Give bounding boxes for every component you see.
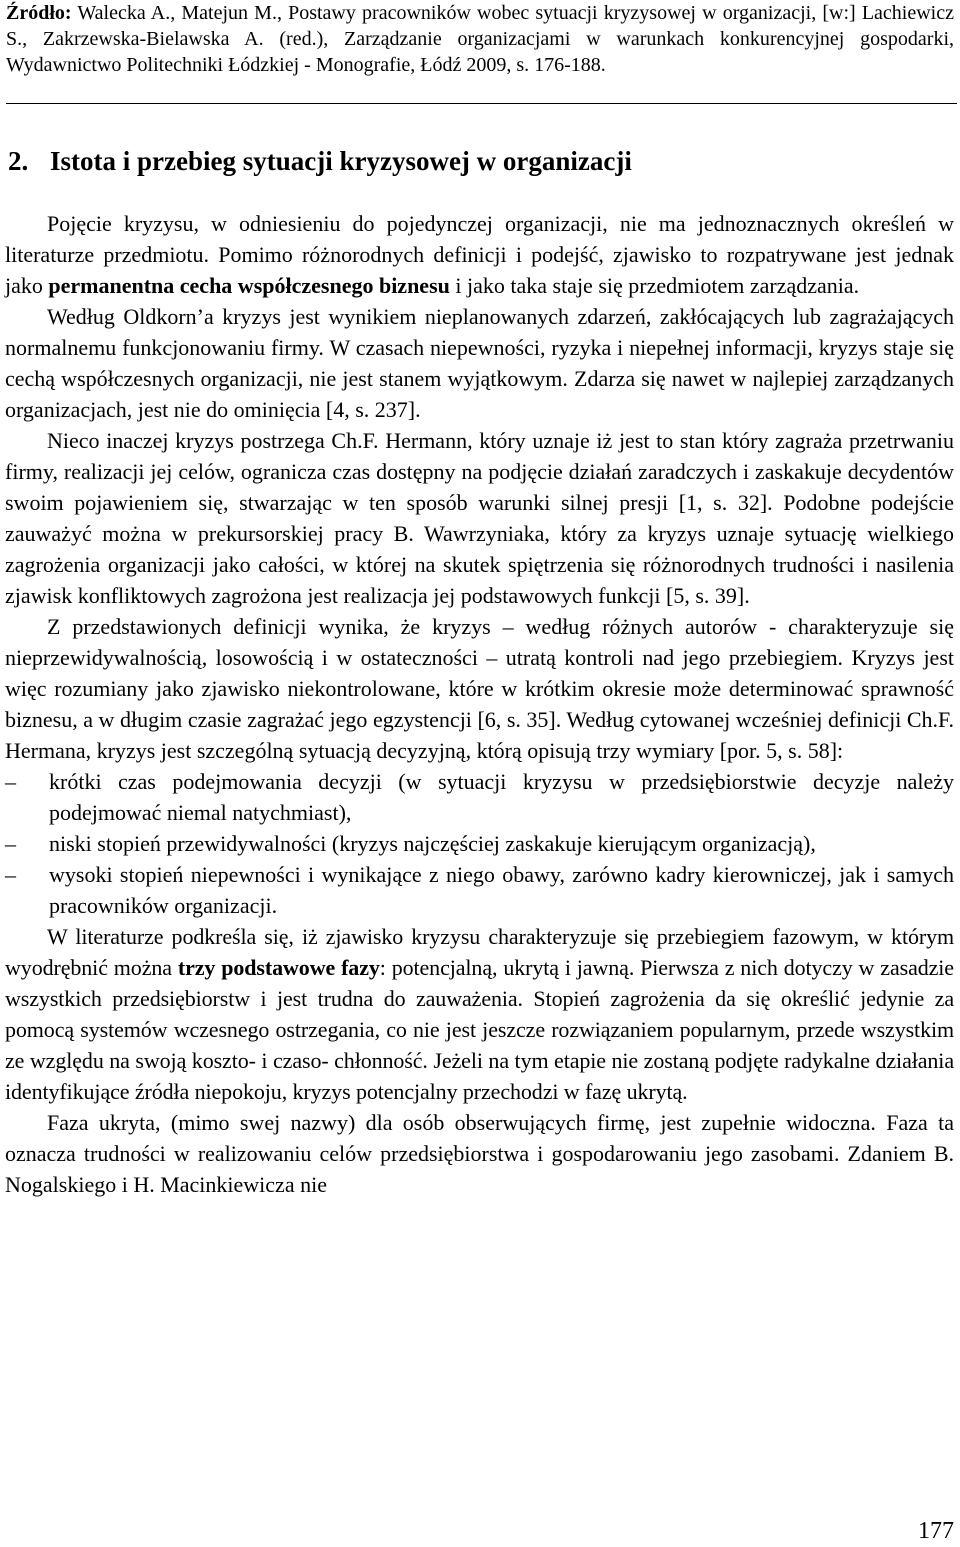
list-item	[5, 859, 954, 921]
list-item-text: krótki czas podejmowania decyzji (w sytuacji kryzysu w przedsiębiorstwie decyzje należy podejmować niemal natychmiast),	[49, 769, 954, 825]
list-item	[5, 766, 954, 828]
body-text	[5, 208, 954, 1200]
paragraph-4: Z przedstawionych definicji wynika, że kryzys – według różnych autorów - charakteryzuje się nieprzewidywalnością, losowością i w ostateczności – utratą kontroli nad jego przebiegiem. Kryzys jest więc rozumiany jako zjawisko niekontrolowane, które w krótkim okresie może determinować sprawność biznesu, a w długim czasie zagrażać jego egzystencji [6, s. 35]. Według cytowanej wcześniej definicji Ch.F. Hermana, kryzys jest szczególną sytuacją decyzyjną, którą opisują trzy wymiary [por. 5, s. 58]:	[5, 614, 954, 763]
paragraph-5-text-b: : potencjalną, ukrytą i jawną. Pierwsza z nich dotyczy w zasadzie wszystkich przedsiębiorstw i jest trudna do zauważenia. Stopień zagrożenia da się określić jedynie za pomocą systemów wczesnego ostrzegania, co nie jest jeszcze rozwiązaniem popularnym, przede wszystkim ze względu na swoją koszto- i czaso- chłonność. Jeżeli na tym etapie nie zostaną podjęte radykalne działania identyfikujące źródła niepokoju, kryzys potencjalny przechodzi w fazę ukrytą.	[5, 955, 954, 1104]
paragraph-1	[5, 208, 954, 301]
source-text: Walecka A., Matejun M., Postawy pracowników wobec sytuacji kryzysowej w organizacji, [w:] Lachiewicz S., Zakrzewska-Bielawska A. (red.), Zarządzanie organizacjami w warunkach konkurencyjnej gospodarki, Wydawnictwo Politechniki Łódzkiej - Monografie, Łódź 2009, s. 176-188.	[6, 2, 954, 76]
list-item-text: wysoki stopień niepewności i wynikające z niego obawy, zarówno kadry kierowniczej, jak i samych pracowników organizacji.	[49, 862, 954, 918]
dimensions-list	[5, 766, 954, 921]
emphasis-three-phases: trzy podstawowe fazy	[177, 955, 380, 980]
paragraph-5	[5, 921, 954, 1107]
paragraph-3: Nieco inaczej kryzys postrzega Ch.F. Hermann, który uznaje iż jest to stan który zagraża przetrwaniu firmy, realizacji jej celów, ogranicza czas dostępny na podjęcie działań zaradczych i zaskakuje decydentów swoim pojawieniem się, stwarzając w ten sposób warunki silnej presji [1, s. 32]. Podobne podejście zauważyć można w prekursorskiej pracy B. Wawrzyniaka, który za kryzys uznaje sytuację wielkiego zagrożenia organizacji jako całości, w której na skutek spiętrzenia się różnorodnych trudności i nasilenia zjawisk konfliktowych zagrożona jest realizacja jej podstawowych funkcji [5, s. 39].	[5, 428, 954, 608]
section-number: 2.	[8, 146, 29, 176]
source-label: Źródło:	[6, 2, 72, 24]
emphasis-permanent-feature: permanentna cecha współczesnego biznesu	[48, 273, 450, 298]
dash-bullet: –	[5, 831, 16, 856]
list-item-text: niski stopień przewidywalności (kryzys najczęściej zaskakuje kierującym organizacją),	[49, 831, 816, 856]
page-number: 177	[918, 1518, 954, 1544]
dash-bullet: –	[5, 862, 16, 887]
section-title: Istota i przebieg sytuacji kryzysowej w organizacji	[50, 146, 632, 176]
source-citation	[6, 0, 954, 78]
section-heading	[8, 143, 632, 179]
paragraph-6: Faza ukryta, (mimo swej nazwy) dla osób obserwujących firmę, jest zupełnie widoczna. Faza ta oznacza trudności w realizowaniu celów przedsiębiorstwa i gospodarowaniu jego zasobami. Zdaniem B. Nogalskiego i H. Macinkiewicza nie	[5, 1110, 954, 1197]
paragraph-1-text-a: Pojęcie kryzysu, w odniesieniu do pojedynczej organizacji, nie ma jednoznacznych określeń w literaturze przedmiotu. Pomimo różnorodnych definicji i podejść, zjawisko to rozpatrywane jest jednak jako	[5, 211, 954, 298]
paragraph-5-text-a: W literaturze podkreśla się, iż zjawisko kryzysu charakteryzuje się przebiegiem fazowym, w którym wyodrębnić można	[5, 924, 954, 980]
list-item	[5, 828, 954, 859]
paragraph-2: Według Oldkorn’a kryzys jest wynikiem nieplanowanych zdarzeń, zakłócających lub zagrażających normalnemu funkcjonowaniu firmy. W czasach niepewności, ryzyka i niepełnej informacji, kryzys staje się cechą współczesnych organizacji, nie jest stanem wyjątkowym. Zdarza się nawet w najlepiej zarządzanych organizacjach, jest nie do ominięcia [4, s. 237].	[5, 304, 954, 422]
dash-bullet: –	[5, 769, 16, 794]
divider-line	[6, 103, 957, 104]
paragraph-1-text-b: i jako taka staje się przedmiotem zarządzania.	[449, 273, 860, 298]
